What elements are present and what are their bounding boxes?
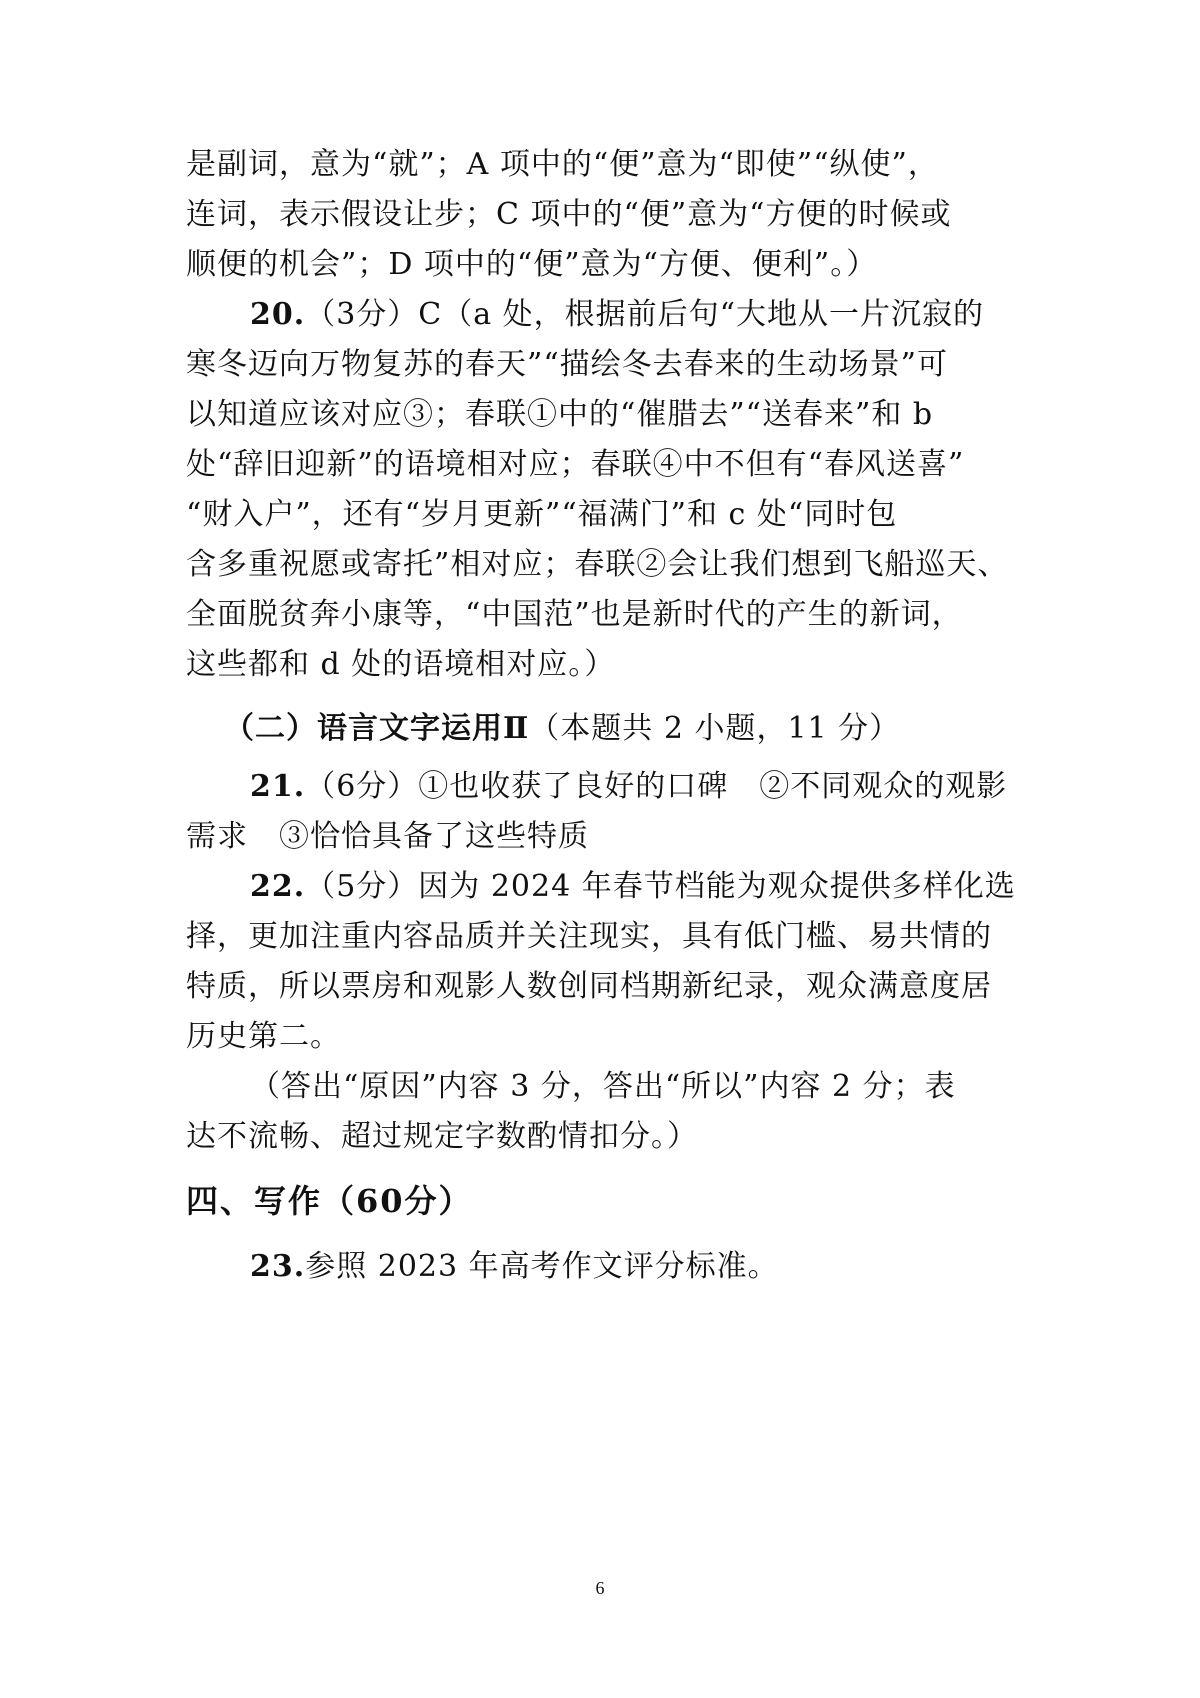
text-line: “财入户”，还有“岁月更新”“福满门”和 c 处“同时包 xyxy=(186,497,898,532)
scoring-note: 达不流畅、超过规定字数酌情扣分。） xyxy=(186,1119,698,1154)
text-line: 是副词，意为“就”；A 项中的“便”意为“即使”“纵使”， xyxy=(186,147,939,182)
section-heading: 四、写作（60分） xyxy=(186,1182,473,1220)
question-text: （5分）因为 2024 年春节档能为观众提供多样化选 xyxy=(305,869,1016,904)
text-line: 顺便的机会”；D 项中的“便”意为“方便、便利”。） xyxy=(186,247,878,282)
question-text: 参照 2023 年高考作文评分标准。 xyxy=(305,1249,779,1284)
page-number: 6 xyxy=(595,1578,605,1598)
question-number: 20. xyxy=(250,297,306,332)
scoring-note: （答出“原因”内容 3 分，答出“所以”内容 2 分；表 xyxy=(250,1069,956,1104)
text-line: 寒冬迈向万物复苏的春天”“描绘冬去春来的生动场景”可 xyxy=(186,347,949,382)
document-body xyxy=(186,140,1026,1292)
question-number: 22. xyxy=(250,869,306,904)
question-number: 21. xyxy=(250,769,306,804)
text-line: 全面脱贫奔小康等，“中国范”也是新时代的产生的新词， xyxy=(186,597,963,632)
text-line: 特质，所以票房和观影人数创同档期新纪录，观众满意度居 xyxy=(186,969,992,1004)
text-line: 以知道应该对应③；春联①中的“催腊去”“送春来”和 b xyxy=(186,397,934,432)
question-21 xyxy=(186,762,1026,812)
question-20 xyxy=(186,290,1026,340)
question-text: （6分）①也收获了良好的口碑 ②不同观众的观影 xyxy=(305,769,1008,804)
section-title: （二）语言文字运用Ⅱ xyxy=(224,711,530,746)
question-22 xyxy=(186,862,1026,912)
section-heading xyxy=(186,704,1026,754)
text-line: 需求 ③恰恰具备了这些特质 xyxy=(186,819,589,854)
question-number: 23. xyxy=(250,1249,306,1284)
text-line: 连词，表示假设让步；C 项中的“便”意为“方便的时候或 xyxy=(186,197,952,232)
section-note: （本题共 2 小题，11 分） xyxy=(529,711,901,746)
text-line: 择，更加注重内容品质并关注现实，具有低门槛、易共情的 xyxy=(186,919,992,954)
question-23 xyxy=(186,1242,1026,1292)
question-text: （3分）C（a 处，根据前后句“大地从一片沉寂的 xyxy=(305,297,985,332)
text-line: 历史第二。 xyxy=(186,1019,341,1054)
text-line: 处“辞旧迎新”的语境相对应；春联④中不但有“春风送喜” xyxy=(186,447,965,482)
text-line: 含多重祝愿或寄托”相对应；春联②会让我们想到飞船巡天、 xyxy=(186,547,1009,582)
text-line: 这些都和 d 处的语境相对应。） xyxy=(186,647,616,682)
